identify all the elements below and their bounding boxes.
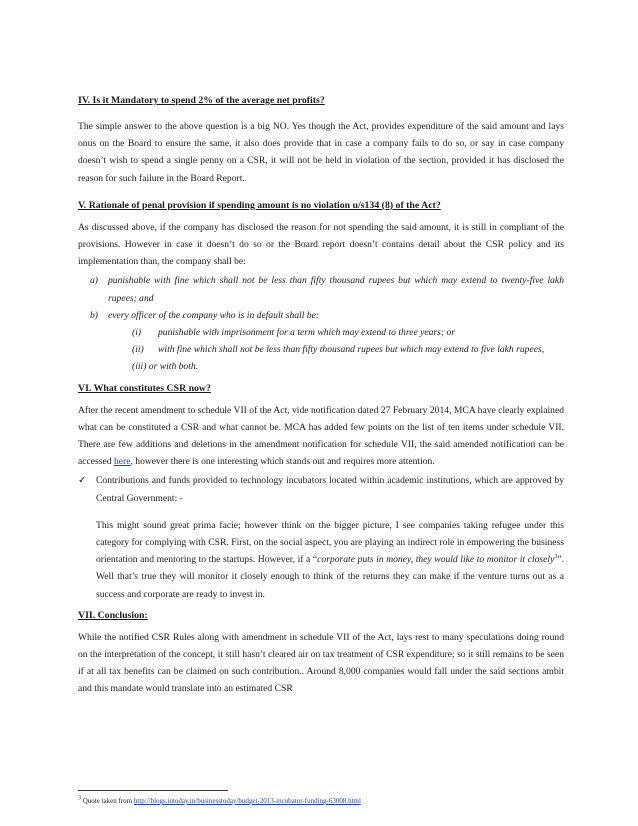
footnote-reference[interactable]: 3	[554, 554, 558, 561]
list-item	[78, 307, 564, 324]
section-vi-text: After the recent amendment to schedule VII of the Act, vide notification dated 27 February 2014, MCA have clearly explained what can be constituted a CSR and what cannot be. MCA has added few points on the list of ten items under schedule VII. There are few additions and deletions in the amendment notification for schedule VII, the said amended notification can be accessed	[78, 404, 564, 468]
officer-penalty-list	[78, 324, 564, 376]
list-item-text: with fine which shall not be less than fifty thousand rupees but which may extend to five lakh rupees,	[158, 344, 545, 356]
section-vi-body	[78, 402, 564, 471]
penalty-list	[78, 272, 564, 324]
section-vii-body: While the notified CSR Rules along with amendment in schedule VII of the Act, lays rest to many speculations doing round on the interpretation of the concept, it still hasn’t cleared air on tax treatment of CSR expenditure; so it still remains to be seen if at all tax benefits can be claimed on such contribution.. Around 8,000 companies would fall under the said sections ambit and this mandate would translate into an estimated CSR	[78, 631, 564, 695]
list-item	[78, 341, 564, 358]
list-item-text: punishable with imprisonment for a term which may extend to three years; or	[158, 327, 456, 339]
footnote	[78, 796, 361, 806]
checklist-item	[78, 472, 564, 506]
list-marker: (i)	[132, 327, 142, 339]
section-heading-iv: IV. Is it Mandatory to spend 2% of the average net profits?	[78, 95, 325, 106]
list-item-text: every officer of the company who is in default shall be:	[108, 309, 320, 321]
section-heading-vii: VII. Conclusion:	[78, 609, 148, 621]
section-v-body: As discussed above, if the company has disclosed the reason for not spending the said amount, it is still in compliant of the provisions. However in case it doesn’t do so or the Board report doesn’t contains detail about the CSR policy and its implementation than, the company shall be:	[78, 221, 564, 268]
document-page	[78, 94, 564, 698]
section-iv-body: The simple answer to the above question is a big NO. Yes though the Act, provides expenditure of the said amount and lays onus on the Board to ensure the same, it also does provide that in case a company fails to do so, or say in case company doesn’t wish to spend a single penny on a CSR, it will not be held in violation of the section, provided it has disclosed the reason for such failure in the Board Report.	[78, 121, 564, 184]
list-item	[78, 272, 564, 306]
checkmark-icon: ✓	[78, 475, 87, 487]
list-marker: a)	[90, 275, 98, 287]
section-heading-v: V. Rationale of penal provision if spending amount is no violation u/s134 (8) of the Act?	[78, 199, 441, 211]
commentary-paragraph	[78, 517, 564, 603]
list-item-text: punishable with fine which shall not be less than fifty thousand rupees but which may extend to twenty-five lakh rupees; and	[108, 275, 564, 304]
list-item	[78, 324, 564, 341]
footnote-prefix: Quote taken from	[81, 797, 134, 805]
commentary-text: This might sound great prima facie; however think on the bigger picture, I see companies taking refugee under this category for complying with CSR. First, on the social aspect, you are playing an indirect role in empowering the business orientation and mentoring to the startups. However, if a “	[96, 519, 564, 566]
notification-link[interactable]: here	[113, 456, 131, 468]
section-heading-vi: VI. What constitutes CSR now?	[78, 382, 211, 394]
list-marker: (ii)	[132, 344, 144, 356]
footnote-divider	[78, 790, 228, 791]
footnote-link[interactable]: http://blogs.intoday.in/businesstoday/budget-2013-incubator-funding-63008.html	[133, 797, 361, 805]
list-item-text: (iii) or with both.	[132, 361, 199, 373]
footnote-number: 3	[78, 795, 81, 802]
quoted-text: corporate puts in money, they would like to monitor it closely	[317, 554, 555, 566]
list-item	[78, 358, 564, 375]
commentary-text-cont: ”. Well that’s true they will monitor it closely enough to think of the returns they can make if the venture turns out as a success and corporate are ready to invest in.	[96, 554, 564, 600]
checklist-item-text: Contributions and funds provided to technology incubators located within academic institutions, which are approved by Central Government: -	[96, 475, 564, 504]
list-marker: b)	[90, 309, 98, 321]
section-vi-text-cont: , however there is one interesting which stands out and requires more attention.	[130, 456, 435, 468]
